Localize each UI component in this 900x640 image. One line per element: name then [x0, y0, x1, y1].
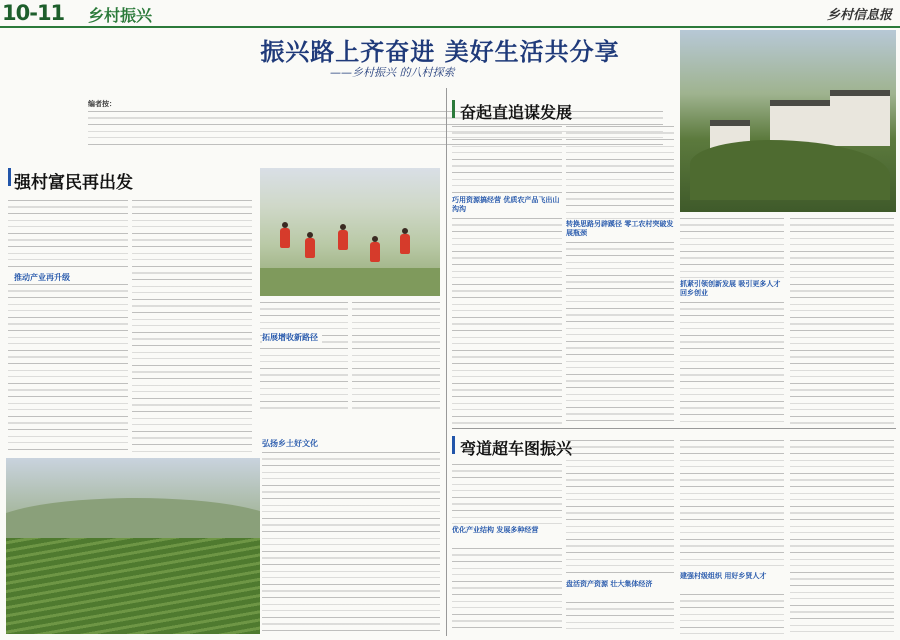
article-title-4: 奋起直追谋发展 — [460, 103, 573, 122]
volunteers-photo — [260, 168, 440, 296]
article-body-8 — [566, 602, 674, 634]
column-divider — [446, 88, 447, 636]
article-body-7a — [452, 464, 562, 524]
article-body-5 — [566, 242, 674, 424]
page-headline: 振兴路上齐奋进 美好生活共分享 — [260, 37, 620, 66]
section-divider — [452, 428, 896, 429]
article-marker — [452, 100, 455, 118]
article-body-1b — [8, 284, 128, 452]
article-body-7c — [566, 440, 674, 578]
article-body-2b — [352, 302, 440, 412]
paper-logo: 乡村信息报 — [826, 8, 892, 23]
article-body-6c — [790, 218, 894, 424]
article-body-9b — [680, 594, 784, 634]
article-subtitle-5: 转换思路另辟蹊径 零工农村突破发展瓶颈 — [566, 220, 674, 237]
editor-note-label: 编者按： — [88, 100, 116, 108]
article-body-6a — [680, 218, 784, 278]
article-marker — [452, 436, 455, 454]
article-body-9a — [680, 440, 784, 570]
article-body-2a — [260, 302, 348, 412]
page-subheadline: ——乡村振兴 的八村探索 — [330, 66, 455, 79]
article-subtitle-9: 建强村级组织 用好乡贤人才 — [680, 572, 767, 580]
article-marker — [8, 168, 11, 186]
article-body-4b — [452, 218, 562, 424]
article-title-3: 弘扬乡土好文化 — [262, 439, 318, 448]
article-subtitle-1: 推动产业再升级 — [14, 273, 70, 282]
article-body-3 — [262, 452, 440, 634]
article-body-7b — [452, 548, 562, 634]
article-subtitle-8: 盘活资产资源 壮大集体经济 — [566, 580, 653, 588]
village-photo-top — [680, 30, 896, 212]
article-body-4a — [452, 126, 562, 196]
article-subtitle-7: 优化产业结构 发展多种经营 — [452, 526, 539, 534]
article-body-1a — [8, 200, 128, 270]
article-body-4c — [566, 126, 674, 220]
article-body-9c — [790, 440, 894, 634]
page-number: 10-11 — [2, 1, 65, 25]
article-title-2: 拓展增收新路径 — [262, 332, 322, 343]
article-body-1c — [132, 200, 252, 452]
section-title: 乡村振兴 — [88, 6, 153, 25]
article-subtitle-6: 抓紧引领创新发展 吸引更多人才回乡创业 — [680, 280, 781, 297]
article-title-7: 弯道超车图振兴 — [460, 439, 573, 458]
tea-garden-photo — [6, 458, 260, 634]
article-body-6b — [680, 302, 784, 424]
article-subtitle-4: 巧用资源搞经营 优质农产品飞出山沟沟 — [452, 196, 560, 213]
article-title-1: 强村富民再出发 — [14, 173, 133, 193]
